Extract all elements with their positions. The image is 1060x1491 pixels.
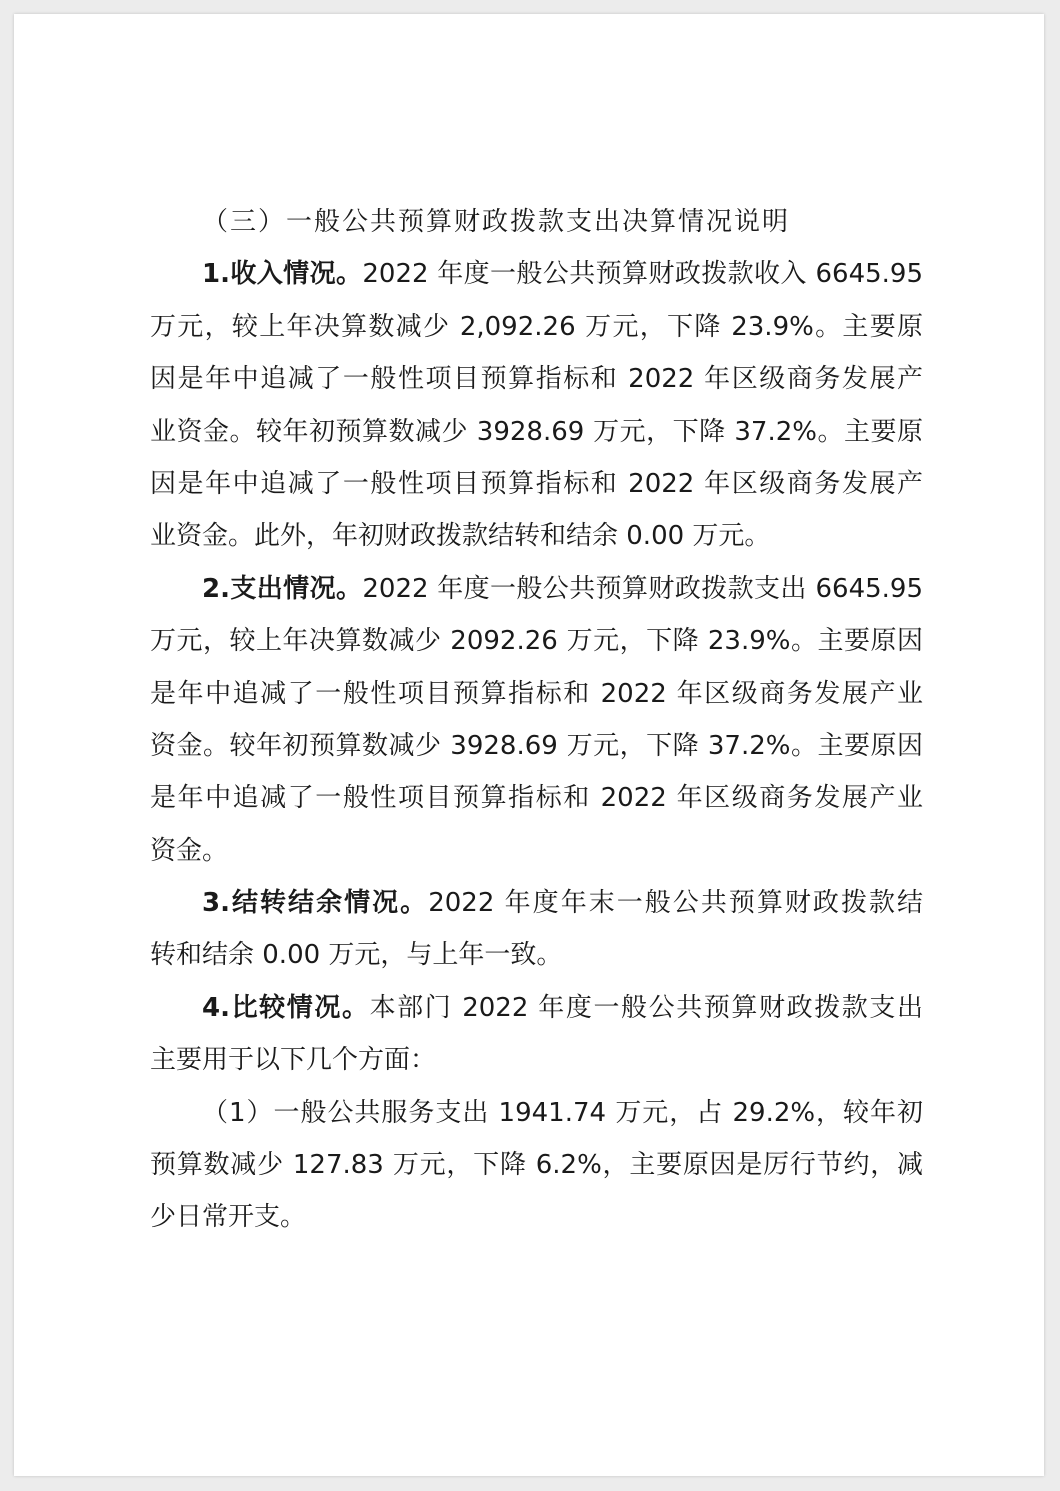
paragraph-item-1 — [150, 1087, 923, 1244]
paragraph-title: 1.收入情况。 — [202, 259, 363, 290]
paragraph-expenditure — [150, 563, 923, 877]
paragraph-text: 因是年中追减了一般性项目预算指标和 2022 年区级商务发展产 — [150, 364, 923, 395]
paragraph-text: 2022 年度年末一般公共预算财政拨款结 — [428, 888, 924, 919]
paragraph-text: 2022 年度一般公共预算财政拨款收入 6645.95 — [362, 259, 923, 290]
paragraph-text: 万元，较上年决算数减少 2,092.26 万元，下降 23.9%。主要原 — [150, 311, 923, 342]
paragraph-text: （1）一般公共服务支出 1941.74 万元，占 29.2%，较年初 — [202, 1097, 923, 1128]
paragraph-carryover — [150, 877, 923, 982]
paragraph-income — [150, 248, 923, 562]
paragraph-text: 万元，较上年决算数减少 2092.26 万元，下降 23.9%。主要原因 — [150, 626, 923, 657]
paragraph-text: 是年中追减了一般性项目预算指标和 2022 年区级商务发展产业 — [150, 678, 923, 709]
document-body — [150, 196, 923, 1244]
paragraph-text: 业资金。此外，年初财政拨款结转和结余 0.00 万元。 — [150, 521, 771, 552]
paragraph-title: 3.结转结余情况。 — [202, 888, 429, 919]
paragraph-title: 2.支出情况。 — [202, 573, 363, 604]
paragraph-title: 4.比较情况。 — [202, 992, 370, 1023]
paragraph-text: 业资金。较年初预算数减少 3928.69 万元，下降 37.2%。主要原 — [150, 416, 923, 447]
paragraph-text: 本部门 2022 年度一般公共预算财政拨款支出 — [369, 992, 924, 1023]
paragraph-text: 资金。 — [150, 835, 229, 866]
paragraph-text: 是年中追减了一般性项目预算指标和 2022 年区级商务发展产业 — [150, 783, 923, 814]
paragraph-text: 2022 年度一般公共预算财政拨款支出 6645.95 — [362, 573, 923, 604]
paragraph-text: 预算数减少 127.83 万元，下降 6.2%，主要原因是厉行节约，减 — [150, 1150, 923, 1181]
paragraph-comparison — [150, 982, 923, 1087]
paragraph-text: 转和结余 0.00 万元，与上年一致。 — [150, 940, 563, 971]
section-heading: （三）一般公共预算财政拨款支出决算情况说明 — [202, 207, 791, 237]
document-page — [14, 14, 1044, 1476]
paragraph-text: 少日常开支。 — [150, 1202, 307, 1233]
paragraph-text: 因是年中追减了一般性项目预算指标和 2022 年区级商务发展产 — [150, 468, 923, 499]
paragraph-text: 资金。较年初预算数减少 3928.69 万元，下降 37.2%。主要原因 — [150, 730, 923, 761]
paragraph-text: 主要用于以下几个方面： — [150, 1045, 437, 1076]
